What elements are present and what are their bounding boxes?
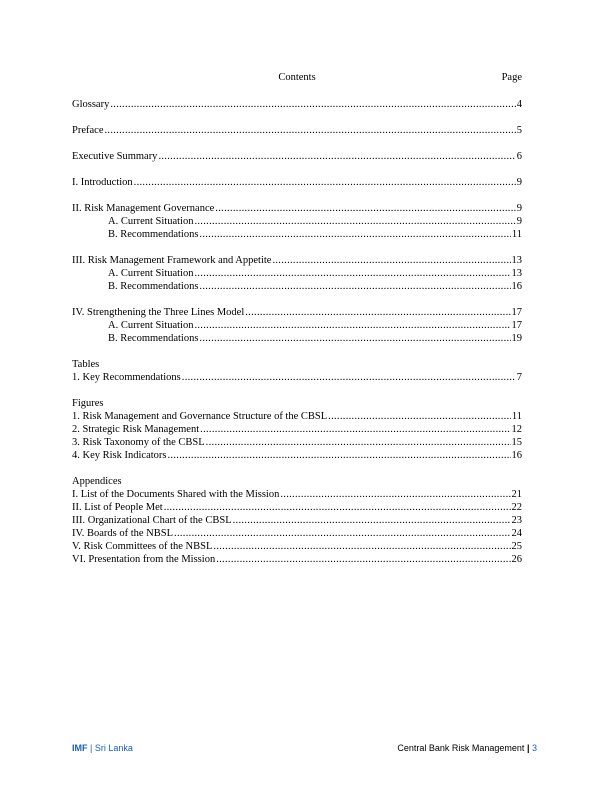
leader-dots <box>215 202 515 215</box>
toc-entry-title: 2. Strategic Risk Management <box>72 424 200 435</box>
page-column-heading: Page <box>501 72 522 83</box>
figures-heading: Figures <box>72 398 104 409</box>
toc-entry-page: 16 <box>511 450 522 461</box>
toc-entry-three-lines[interactable] <box>72 306 522 319</box>
leader-dots <box>216 553 510 566</box>
toc-entry-page: 12 <box>511 424 522 435</box>
leader-dots <box>199 228 510 241</box>
toc-entry-page: 19 <box>511 333 522 344</box>
toc-subentry[interactable] <box>72 215 522 228</box>
toc-entry-page: 5 <box>516 125 522 136</box>
toc-entry-title: IV. Boards of the NBSL <box>72 528 174 539</box>
toc-entry-title: I. Introduction <box>72 177 133 188</box>
toc-entry-title: 4. Key Risk Indicators <box>72 450 167 461</box>
toc-entry-page: 7 <box>516 372 522 383</box>
contents-heading: Contents <box>278 72 316 83</box>
toc-subentry[interactable] <box>72 280 522 293</box>
toc-entry-title: IV. Strengthening the Three Lines Model <box>72 307 245 318</box>
toc-entry-title: II. Risk Management Governance <box>72 203 215 214</box>
toc-entry-preface[interactable] <box>72 124 522 137</box>
leader-dots <box>245 306 510 319</box>
toc-entry-page: 21 <box>511 489 522 500</box>
toc-entry-title: 1. Key Recommendations <box>72 372 181 383</box>
leader-dots <box>164 501 511 514</box>
leader-dots <box>158 150 515 163</box>
toc-entry-page: 4 <box>516 99 522 110</box>
toc-entry-introduction[interactable] <box>72 176 522 189</box>
leader-dots <box>194 267 510 280</box>
toc-entry-page: 17 <box>511 307 522 318</box>
footer-page-number: 3 <box>531 743 537 753</box>
footer-country: Sri Lanka <box>94 743 133 753</box>
leader-dots <box>182 371 516 384</box>
leader-dots <box>104 124 515 137</box>
toc-entry-page: 24 <box>511 528 522 539</box>
toc-entry-title: VI. Presentation from the Mission <box>72 554 216 565</box>
leader-dots <box>233 514 511 527</box>
toc-subentry[interactable] <box>72 332 522 345</box>
toc-entry-page: 13 <box>511 268 522 279</box>
toc-entry-executive-summary[interactable] <box>72 150 522 163</box>
toc-entry-page: 15 <box>511 437 522 448</box>
leader-dots <box>199 280 510 293</box>
toc-entry-page: 25 <box>511 541 522 552</box>
toc-entry-page: 17 <box>511 320 522 331</box>
toc-entry-page: 9 <box>516 203 522 214</box>
toc-entry-title: B. Recommendations <box>108 281 199 292</box>
table-entry[interactable] <box>72 371 522 384</box>
leader-dots <box>213 540 510 553</box>
toc-entry-page: 16 <box>511 281 522 292</box>
leader-dots <box>110 98 515 111</box>
toc-header <box>72 72 522 86</box>
appendix-entry[interactable] <box>72 527 522 540</box>
toc-entry-page: 11 <box>511 411 522 422</box>
leader-dots <box>199 332 510 345</box>
toc-subentry[interactable] <box>72 267 522 280</box>
toc-entry-page: 9 <box>516 177 522 188</box>
leader-dots <box>328 410 511 423</box>
toc-entry-page: 11 <box>511 229 522 240</box>
leader-dots <box>174 527 510 540</box>
table-of-contents <box>72 98 522 566</box>
leader-dots <box>134 176 516 189</box>
footer-separator: | <box>90 743 93 753</box>
toc-entry-title: 3. Risk Taxonomy of the CBSL <box>72 437 205 448</box>
toc-entry-title: V. Risk Committees of the NBSL <box>72 541 213 552</box>
toc-entry-title: III. Organizational Chart of the CBSL <box>72 515 232 526</box>
toc-entry-title: Executive Summary <box>72 151 158 162</box>
footer-doc-title: Central Bank Risk Management <box>397 743 525 753</box>
figure-entry[interactable] <box>72 423 522 436</box>
toc-entry-glossary[interactable] <box>72 98 522 111</box>
toc-entry-framework[interactable] <box>72 254 522 267</box>
footer-separator: | <box>526 743 530 753</box>
leader-dots <box>194 319 510 332</box>
toc-entry-title: Preface <box>72 125 104 136</box>
toc-entry-title: A. Current Situation <box>108 320 194 331</box>
figure-entry[interactable] <box>72 436 522 449</box>
toc-entry-page: 9 <box>516 216 522 227</box>
toc-entry-title: 1. Risk Management and Governance Structure of the CBSL <box>72 411 328 422</box>
figure-entry[interactable] <box>72 449 522 462</box>
toc-subentry[interactable] <box>72 228 522 241</box>
footer-left <box>72 743 133 753</box>
toc-entry-title: II. List of People Met <box>72 502 163 513</box>
toc-entry-page: 22 <box>511 502 522 513</box>
toc-entry-title: Glossary <box>72 99 110 110</box>
leader-dots <box>200 423 510 436</box>
toc-entry-title: B. Recommendations <box>108 333 199 344</box>
toc-entry-page: 23 <box>511 515 522 526</box>
appendix-entry[interactable] <box>72 488 522 501</box>
leader-dots <box>194 215 515 228</box>
toc-entry-page: 13 <box>511 255 522 266</box>
toc-entry-title: III. Risk Management Framework and Appetite <box>72 255 272 266</box>
toc-entry-page: 26 <box>511 554 522 565</box>
appendix-entry[interactable] <box>72 501 522 514</box>
toc-entry-governance[interactable] <box>72 202 522 215</box>
footer-right <box>397 743 537 753</box>
toc-entry-title: A. Current Situation <box>108 216 194 227</box>
appendices-heading: Appendices <box>72 476 122 487</box>
toc-entry-page: 6 <box>516 151 522 162</box>
appendix-entry[interactable] <box>72 540 522 553</box>
appendix-entry[interactable] <box>72 514 522 527</box>
figure-entry[interactable] <box>72 410 522 423</box>
tables-heading: Tables <box>72 359 100 370</box>
leader-dots <box>168 449 511 462</box>
leader-dots <box>206 436 511 449</box>
toc-entry-title: I. List of the Documents Shared with the Mission <box>72 489 280 500</box>
leader-dots <box>272 254 510 267</box>
toc-entry-title: A. Current Situation <box>108 268 194 279</box>
page-footer <box>72 743 537 757</box>
leader-dots <box>280 488 510 501</box>
toc-entry-title: B. Recommendations <box>108 229 199 240</box>
toc-subentry[interactable] <box>72 319 522 332</box>
footer-org: IMF <box>72 743 88 753</box>
appendix-entry[interactable] <box>72 553 522 566</box>
